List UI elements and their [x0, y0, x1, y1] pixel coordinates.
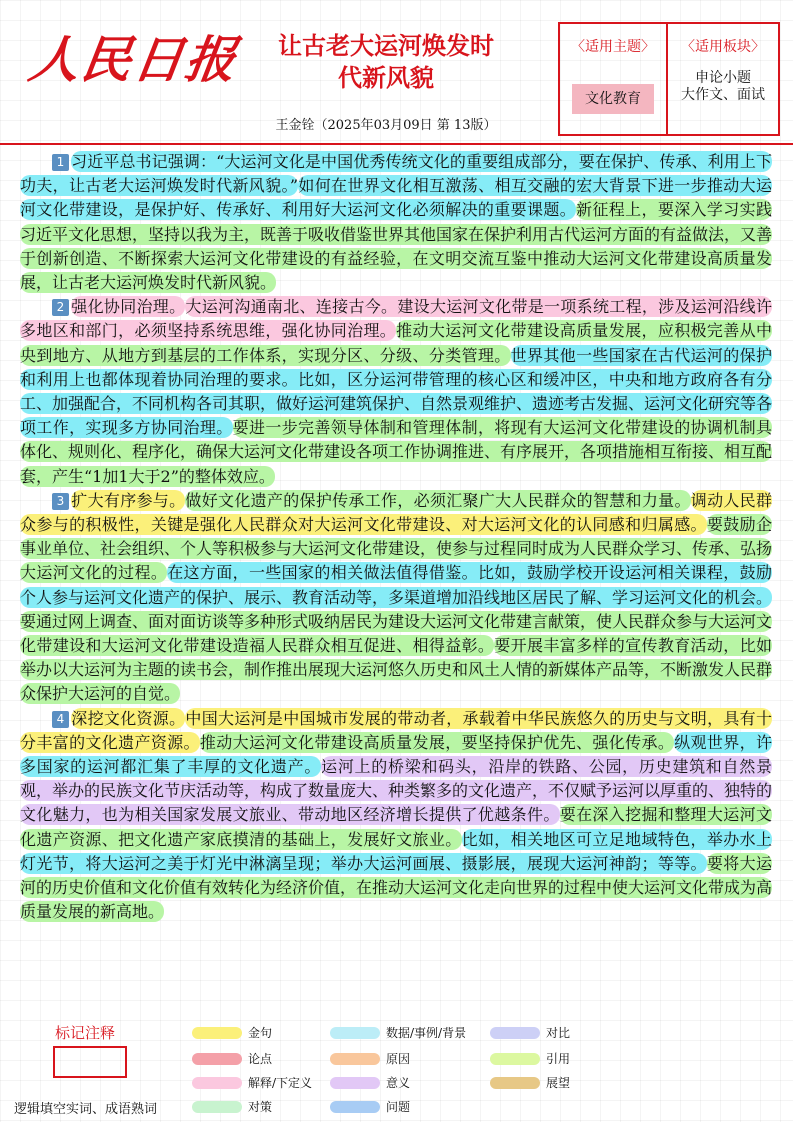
legend-swatch	[330, 1053, 380, 1065]
legend-label: 对比	[546, 1026, 571, 1040]
legend-swatch	[490, 1053, 540, 1065]
title-line-1: 让古老大运河焕发时	[278, 31, 494, 60]
paragraph	[20, 489, 772, 707]
legend-swatch	[330, 1027, 380, 1039]
paragraph-number-badge: 4	[52, 711, 69, 728]
legend-footnote: 逻辑填空实词、成语熟词	[14, 1102, 158, 1117]
highlighted-sentence: 大运河沟通南北、连接古今。建设大运河文化带是一项系统工程，涉及运河沿线许多地区和部门，必须坚持系统思维，强化协同治理。	[20, 297, 772, 341]
highlighted-sentence: 推动大运河文化带建设高质量发展，要坚持保护优先、强化传承。	[199, 732, 675, 752]
highlighted-sentence: 如何在世界文化相互激荡、相互交融的宏大背景下进一步推动大运河文化带建设，是保护好、传承好、利用好大运河文化必须解决的重要课题。	[20, 176, 772, 220]
legend-swatch	[330, 1101, 380, 1113]
header	[0, 0, 793, 145]
paragraph	[20, 707, 772, 925]
highlighted-sentence: 深挖文化资源。	[71, 708, 186, 728]
newspaper-logo: 人民日报	[25, 30, 242, 89]
legend	[0, 1010, 793, 1122]
legend-label: 金句	[248, 1026, 273, 1040]
highlighted-sentence: 强化协同治理。	[71, 297, 186, 317]
section-line-2: 大作文、面试	[681, 87, 765, 103]
highlighted-sentence: 要将大运河的历史价值和文化价值有效转化为经济价值，在推动大运河文化走向世界的过程中使大运河文化带成为高质量发展的新高地。	[20, 853, 773, 922]
legend-item	[192, 1024, 272, 1041]
section-heading: 〈适用板块〉	[681, 39, 765, 55]
legend-label: 意义	[386, 1076, 411, 1090]
highlighted-sentence: 新征程上，要深入学习实践习近平文化思想，坚持以我为主，既善于吸收借鉴世界其他国家在保护利用古代运河方面的有益做法，又善于创新创造、不断探索大运河文化带建设的有益经验，在文明交流互鉴中推动大运河文化带建设高质量发展，让古老大运河焕发时代新风貌。	[20, 200, 773, 293]
legend-item	[490, 1050, 570, 1067]
highlighted-sentence: 调动人民群众参与的积极性，关键是强化人民群众对大运河文化带建设、对大运河文化的认同感和归属感。	[20, 490, 772, 535]
legend-item	[192, 1074, 312, 1091]
highlighted-sentence: 中国大运河是中国城市发展的带动者，承载着中华民族悠久的历史与文明，具有十分丰富的文化遗产资源。	[20, 708, 772, 752]
highlighted-sentence: 要通过网上调查、面对面访谈等多种形式吸纳居民为建设大运河文化带建言献策，使人民群众参与大运河文化带建设和大运河文化带建设造福人民群众相互促进、相得益彰。	[20, 611, 773, 656]
paragraph-number-badge: 1	[52, 154, 69, 171]
legend-item	[330, 1050, 410, 1067]
legend-swatch	[330, 1077, 380, 1089]
highlighted-sentence: 要鼓励企事业单位、社会组织、个人等积极参与大运河文化带建设，使参与过程同时成为人民群众学习、传承、弘扬大运河文化的过程。	[20, 515, 773, 583]
legend-item	[330, 1074, 410, 1091]
legend-swatch	[192, 1101, 242, 1113]
legend-label: 引用	[546, 1052, 571, 1066]
legend-label: 对策	[248, 1100, 273, 1114]
highlighted-sentence: 运河上的桥梁和码头，沿岸的铁路、公园，历史建筑和自然景观，举办的民族文化节庆活动等，构成了数量庞大、种类繁多的文化遗产，不仅赋予运河以厚重的、独特的文化魅力，也为相关国家发展文旅业、带动地区经济增长提供了优越条件。	[20, 757, 773, 825]
highlighted-sentence: 要进一步完善领导体制和管理体制，将现有大运河文化带建设的协调机制具体化、规则化、程序化，确保大运河文化带建设各项工作协调推进、有序展开，各项措施相互衔接、相互配套，产生“1加1大于2”的整体效应。	[20, 418, 773, 486]
paragraph-number-badge: 3	[52, 493, 69, 510]
legend-item	[330, 1024, 466, 1041]
paragraph	[20, 150, 772, 295]
highlighted-sentence: 扩大有序参与。	[71, 490, 186, 510]
legend-item	[192, 1098, 272, 1115]
article-body	[20, 150, 772, 925]
legend-label: 问题	[386, 1100, 411, 1114]
legend-swatch	[192, 1027, 242, 1039]
highlighted-sentence: 要开展丰富多样的宣传教育活动，比如举办以大运河为主题的读书会，制作推出展现大运河悠久历史和风土人情的新媒体产品等，不断激发人民群众保护大运河的自觉。	[20, 636, 773, 704]
theme-heading: 〈适用主题〉	[571, 39, 655, 55]
legend-item	[490, 1024, 570, 1041]
theme-badge: 文化教育	[572, 84, 654, 114]
legend-label: 展望	[546, 1076, 571, 1090]
highlighted-sentence: 习近平总书记强调：“大运河文化是中国优秀传统文化的重要组成部分，要在保护、传承、利用上下功夫，让古老大运河焕发时代新风貌。”	[20, 152, 772, 196]
tag-box	[558, 22, 780, 136]
legend-item	[490, 1074, 570, 1091]
legend-item	[330, 1098, 410, 1115]
highlighted-sentence: 世界其他一些国家在古代运河的保护和利用上也都体现着协同治理的要求。比如，区分运河带管理的核心区和缓冲区，中央和地方政府各有分工、加强配合，不同机构各司其职，做好运河建筑保护、自然景观维护、遗迹考古发掘、运河文化研究等各项工作，实现多方协同治理。	[20, 345, 773, 438]
highlighted-sentence: 比如，相关地区可立足地域特色，举办水上灯光节，将大运河之美于灯光中淋漓呈现；举办大运河画展、摄影展，展现大运河神韵；等等。	[20, 829, 772, 873]
header-rule	[0, 143, 793, 145]
legend-title: 标记注释	[55, 1024, 116, 1042]
legend-box	[53, 1046, 127, 1078]
highlighted-sentence: 要在深入挖掘和整理大运河文化遗产资源、把文化遗产家底摸清的基础上，发展好文旅业。	[20, 805, 772, 849]
paragraph	[20, 295, 772, 489]
legend-swatch	[490, 1027, 540, 1039]
title-line-2: 代新风貌	[338, 63, 434, 92]
legend-label: 原因	[386, 1052, 411, 1066]
paragraph-number-badge: 2	[52, 299, 69, 316]
highlighted-sentence: 做好文化遗产的保护传承工作，必须汇聚广大人民群众的智慧和力量。	[185, 490, 691, 510]
article-title	[236, 30, 536, 94]
legend-label: 论点	[248, 1052, 273, 1066]
highlighted-sentence: 在这方面，一些国家的相关做法值得借鉴。比如，鼓励学校开设运河相关课程，鼓励个人参与运河文化遗产的保护、展示、教育活动等，多渠道增加沿线地区居民了解、学习运河文化的机会。	[20, 563, 773, 607]
byline: 王金铨（2025年03月09日 第 13版）	[275, 118, 497, 133]
legend-swatch	[192, 1053, 242, 1065]
legend-swatch	[192, 1077, 242, 1089]
section-value	[668, 70, 778, 104]
legend-swatch	[490, 1077, 540, 1089]
highlighted-sentence: 推动大运河文化带建设高质量发展，应积极完善从中央到地方、从地方到基层的工作体系，实现分区、分级、分类管理。	[20, 321, 772, 365]
legend-item	[192, 1050, 272, 1067]
legend-label: 解释/下定义	[248, 1076, 313, 1090]
legend-label: 数据/事例/背景	[386, 1026, 467, 1040]
section-line-1: 申论小题	[695, 70, 751, 86]
highlighted-sentence: 纵观世界，许多国家的运河都汇集了丰厚的文化遗产。	[20, 732, 772, 777]
